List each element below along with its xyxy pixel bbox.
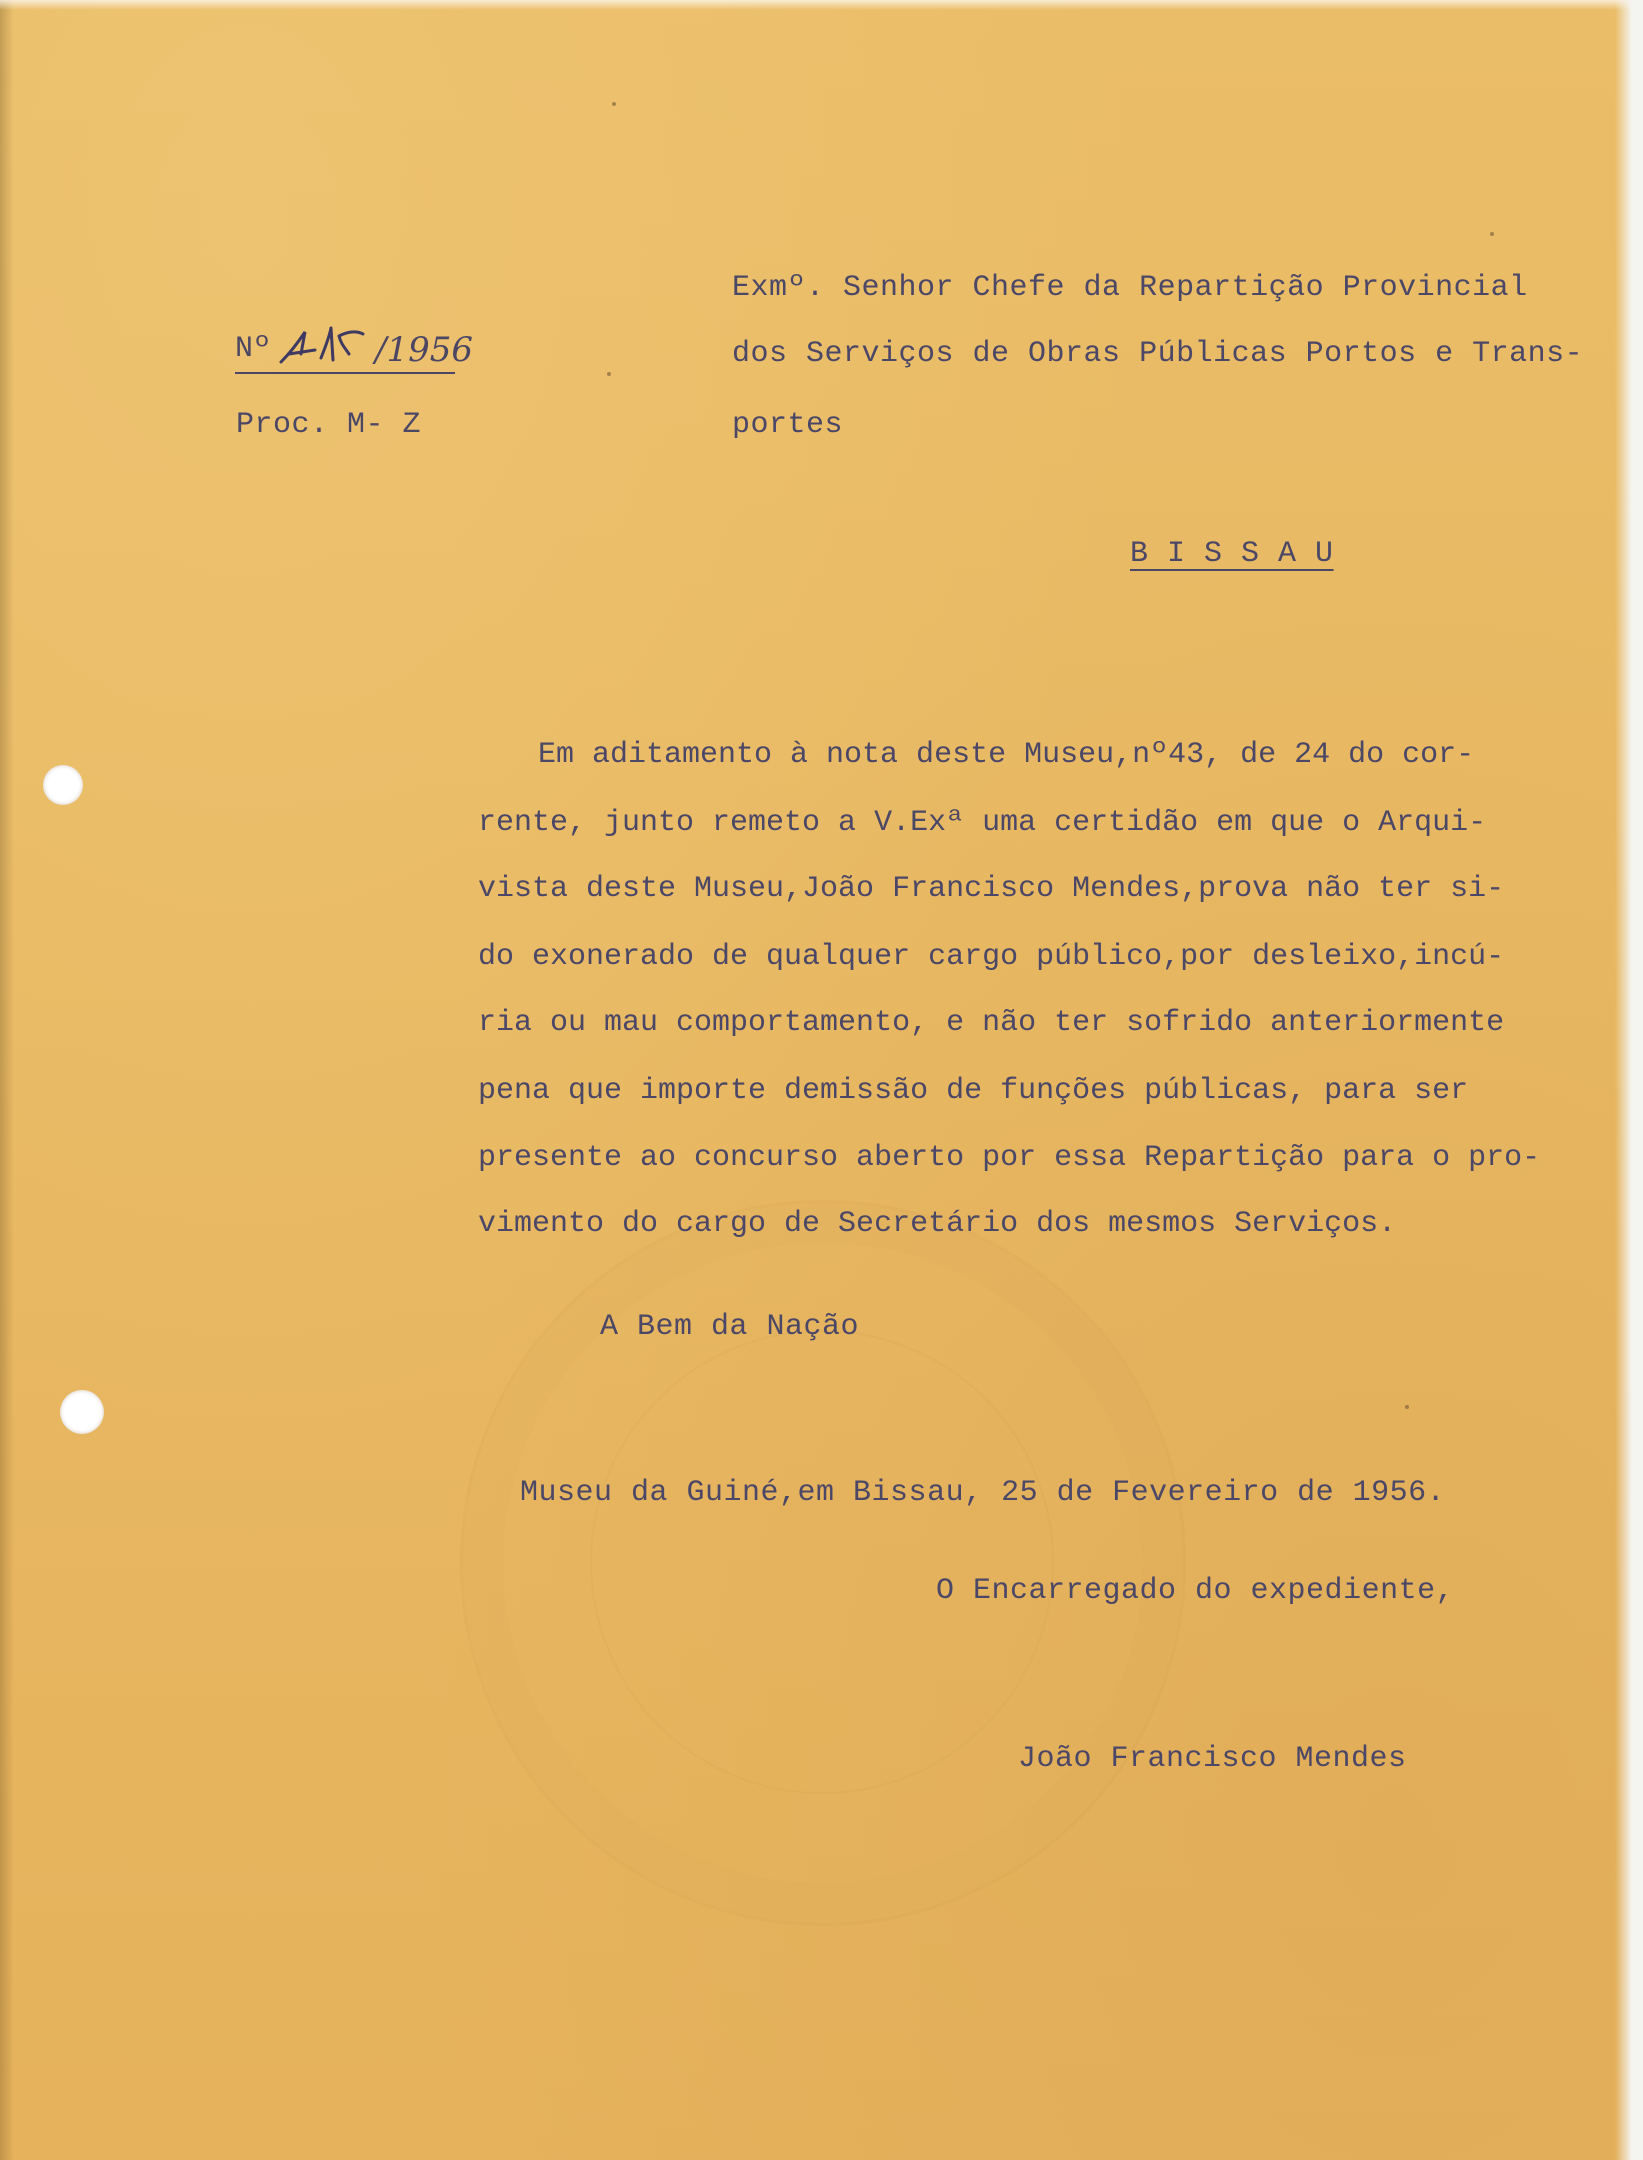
body-line-5-text: ria ou mau comportamento, e não ter sofrido anteriormente (478, 1006, 1505, 1040)
body-line-1-text: Em aditamento à nota deste Museu,nº43, de 24 do cor- (538, 738, 1475, 772)
signatory-role: O Encarregado do expediente, (936, 1574, 1455, 1608)
body-line-7 (478, 1143, 1608, 1173)
salutation: A Bem da Nação (600, 1310, 860, 1344)
paper-speck (1490, 232, 1494, 236)
paper-speck (1405, 1405, 1409, 1409)
paper-speck (607, 372, 611, 376)
addressee-line-2: dos Serviços de Obras Públicas Portos e Trans- (732, 337, 1584, 371)
body-line-5 (478, 1008, 1608, 1038)
process-reference: Proc. M- Z (236, 408, 422, 442)
body-line-3-text: vista deste Museu,João Francisco Mendes,prova não ter si- (478, 872, 1505, 906)
reference-prefix: Nº (235, 332, 272, 366)
body-line-8 (478, 1209, 1608, 1239)
body-line-8-text: vimento do cargo de Secretário dos mesmos Serviços. (478, 1207, 1397, 1241)
place-and-date: Museu da Guiné,em Bissau, 25 de Fevereiro de 1956. (520, 1476, 1446, 1510)
body-line-6 (478, 1076, 1608, 1106)
body-line-6-text: pena que importe demissão de funções públicas, para ser (478, 1074, 1469, 1108)
paper-left-edge (0, 0, 14, 2160)
paper-top-edge (0, 0, 1643, 10)
city-heading: B I S S A U (1130, 537, 1334, 571)
reference-year: /1956 (375, 330, 473, 370)
handwritten-reference-number (275, 324, 370, 368)
body-line-4-text: do exonerado de qualquer cargo público,por desleixo,incú- (478, 940, 1505, 974)
addressee-line-1: Exmº. Senhor Chefe da Repartição Provincial (732, 271, 1528, 305)
body-line-2-text: rente, junto remeto a V.Exª uma certidão em que o Arqui- (478, 806, 1487, 840)
paper-right-edge (1615, 0, 1643, 2160)
body-line-1 (538, 740, 1562, 770)
body-line-4 (478, 942, 1608, 972)
punch-hole-lower (60, 1390, 104, 1434)
signatory-name: João Francisco Mendes (1018, 1742, 1407, 1776)
body-line-2 (478, 808, 1608, 838)
paper-speck (612, 102, 616, 106)
body-line-3 (478, 874, 1608, 904)
body-line-7-text: presente ao concurso aberto por essa Repartição para o pro- (478, 1141, 1541, 1175)
punch-hole-upper (43, 765, 83, 805)
faded-seal-inner-ring (590, 1330, 1054, 1794)
reference-number (235, 322, 473, 374)
addressee-line-3: portes (732, 408, 844, 442)
